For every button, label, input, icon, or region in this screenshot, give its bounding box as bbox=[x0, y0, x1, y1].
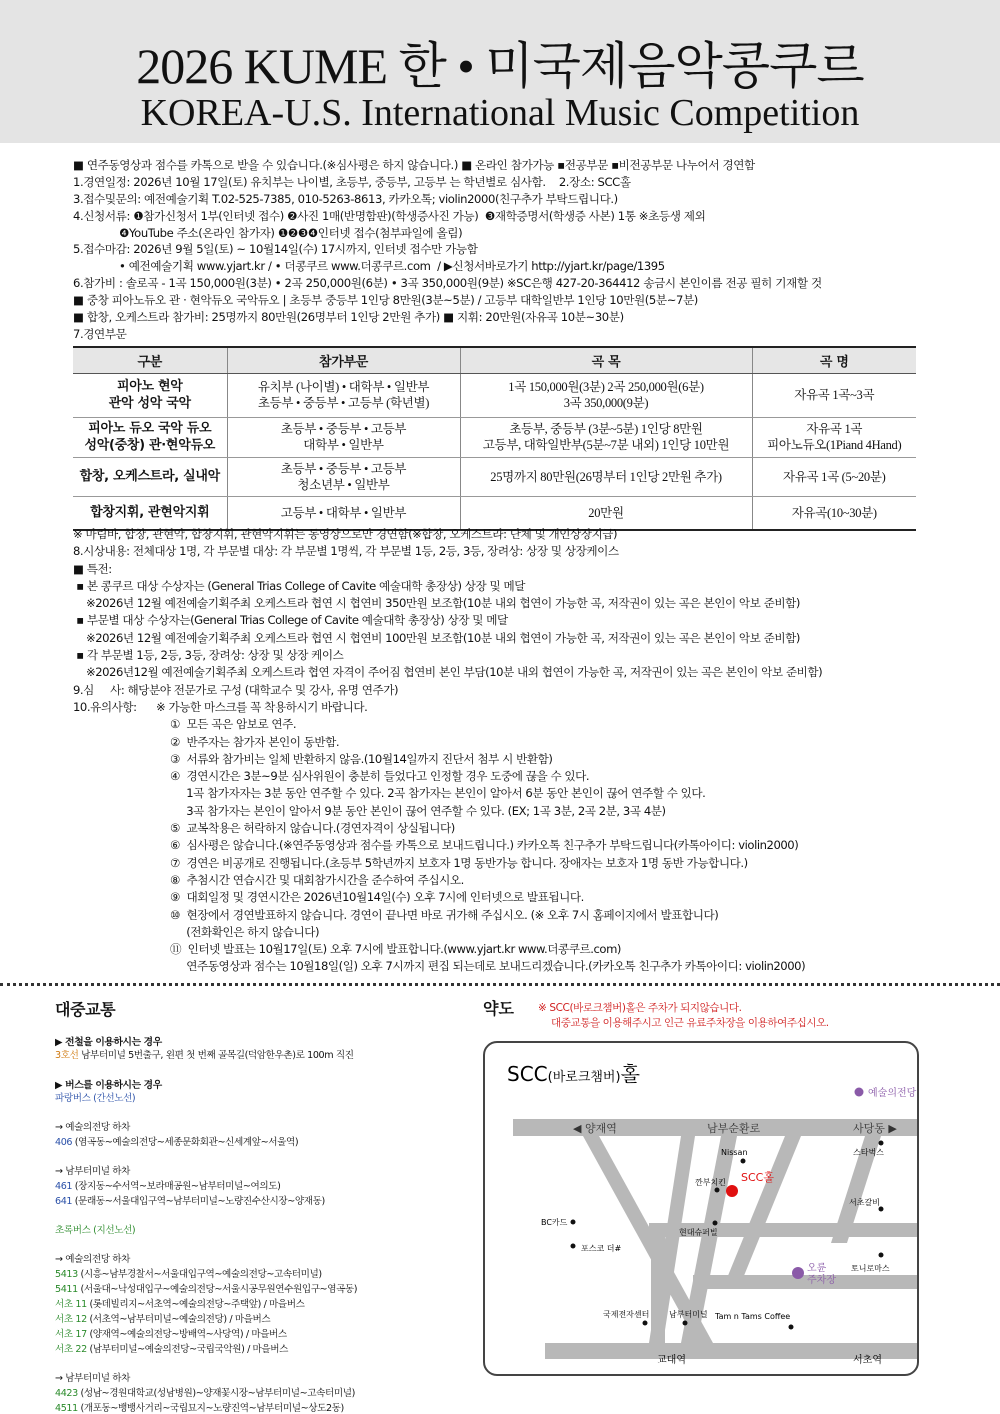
starbucks-dot bbox=[879, 1141, 884, 1146]
cell-line: 초등부 • 중등부 • 고등부 bbox=[280, 422, 407, 436]
blue-bus-heading: 파랑버스 (간선노선) bbox=[55, 1093, 136, 1104]
info-line: 7.경연부문 bbox=[73, 326, 127, 341]
tamntams-label: Tam n Tams Coffee bbox=[715, 1312, 791, 1321]
note-line: 8.시상내용: 전체대상 1명, 각 부문별 대상: 각 부문별 1명씩, 각 부문별 1등, 2등, 3등, 장려상: 상장 및 상장케이스 bbox=[73, 544, 619, 559]
info-line: ■ 중창 피아노듀오 관 · 현악듀오 국악듀오 | 초등부 중등부 1인당 8만원(3분~5분) / 고등부 대학일반부 1인당 10만원(5분~7분) bbox=[73, 293, 698, 308]
cell-line: 고등부 • 대학부 • 일반부 bbox=[280, 505, 407, 520]
cell-line: 3곡 350,000(9분) bbox=[563, 396, 649, 410]
road-label-yangjae: ◀ 양재역 bbox=[573, 1122, 617, 1135]
route-item bbox=[55, 1342, 475, 1357]
kukje-label: 국제전자센터 bbox=[603, 1310, 650, 1319]
info-line: ■ 합창, 오케스트라 참가비: 25명까지 80만원(26명부터 1인당 2만원 추가) ■ 지휘: 20만원(자유곡 10분~30분) bbox=[73, 310, 624, 325]
cell-line: 자유곡 1곡 bbox=[806, 422, 863, 436]
arts-center-dot bbox=[855, 1088, 864, 1097]
col-category: 구분 bbox=[73, 347, 227, 373]
note-line: ⑧ 추첨시간 연습시간 및 대회참가시간을 준수하여 주십시오. bbox=[73, 872, 464, 887]
location-map bbox=[485, 1043, 919, 1376]
cell-line: 고등부, 대학일반부(5분~7분 내외) 1인당 10만원 bbox=[482, 438, 730, 452]
kkanbu-label: 깐부치킨 bbox=[695, 1178, 726, 1187]
route-number: 641 bbox=[55, 1196, 73, 1207]
note-line: ⑨ 대회일정 및 경연시간은 2026년10월14일(수) 오후 7시에 인터넷으로 발표됩니다. bbox=[73, 890, 584, 905]
col-division: 참가부문 bbox=[227, 347, 460, 373]
cell-line: 25명까지 80만원(26명부터 1인당 2만원 추가) bbox=[490, 469, 722, 484]
route-path: (성남~경원대학교(성남병원)~양재꽃시장~남부터미널~고속터미널) bbox=[77, 1388, 355, 1399]
info-line: 1.경연일정: 2026년 10월 17일(토) 유치부는 나이별, 초등부, 중등부, 고등부 는 학년별로 심사함. 2.장소: SCC홀 bbox=[73, 174, 631, 189]
map-title: 약도 bbox=[483, 999, 514, 1018]
green-terminal-stop-heading: → 남부터미널 하차 bbox=[55, 1373, 131, 1384]
page-title: 2026 KUME 한 • 미국제음악콩쿠르 bbox=[136, 38, 864, 94]
nambu-terminal-label: 남부터미널 bbox=[669, 1310, 708, 1319]
cell-cat bbox=[73, 373, 227, 417]
cell-pieces bbox=[460, 457, 752, 496]
table-row bbox=[73, 496, 916, 530]
nambu-terminal-dot bbox=[683, 1321, 688, 1326]
map-section bbox=[483, 996, 923, 1366]
info-line: ■ 연주동영상과 점수를 카톡으로 받을 수 있습니다.(※심사평은 하지 않습니다.) ■ 온라인 참가가능 ▪전공부문 ▪비전공부문 나누어서 경연함 bbox=[73, 158, 755, 172]
route-item bbox=[55, 1297, 475, 1312]
note-line: ⑥ 심사평은 않습니다.(※연주동영상과 점수를 카톡으로 보내드립니다.) 카카오톡 친구추가 부탁드립니다(카톡아이디: violin2000) bbox=[73, 838, 799, 853]
arts-stop-heading: → 예술의전당 하차 bbox=[55, 1122, 131, 1133]
page-header bbox=[0, 0, 1000, 143]
parking-label: 오륜 bbox=[807, 1263, 827, 1274]
route-number: 461 bbox=[55, 1181, 73, 1192]
col-songs: 곡 명 bbox=[752, 347, 916, 373]
table-row bbox=[73, 457, 916, 496]
bc-card-label: BC카드 bbox=[541, 1218, 568, 1227]
route-path: (남부터미널~예술의전당~국립국악원) / 마을버스 bbox=[86, 1344, 289, 1355]
note-line: ⑪ 인터넷 발표는 10월17일(토) 오후 7시에 발표합니다.(www.yjart.kr www.더콩쿠르.com) bbox=[73, 942, 621, 957]
note-line: (전화확인은 하지 않습니다) bbox=[73, 924, 320, 939]
map-box bbox=[483, 1041, 919, 1376]
section-divider bbox=[0, 983, 1000, 986]
posco-dot bbox=[571, 1244, 576, 1249]
station-seocho: 서초역 bbox=[853, 1355, 882, 1366]
info-line: 4.신청서류: ❶참가신청서 1부(인터넷 접수) ❷사진 1매(반명함판)(학생증사진 가능) ❸재학증명서(학생증 사본) 1통 ※초등생 제외 bbox=[73, 208, 706, 223]
nissan-dot bbox=[741, 1159, 746, 1164]
note-line: 9.심 사: 해당분야 전문가로 구성 (대학교수 및 강사, 유명 연주가) bbox=[73, 682, 399, 697]
cell-div bbox=[227, 373, 460, 417]
map-venue-title: SCC(바로크챔버)홀 bbox=[507, 1062, 640, 1086]
note-line: 3곡 참가자는 본인이 알아서 9분 동안 본인이 끊어 연주할 수 있다. (EX; 1곡 3분, 2곡 2분, 3곡 4분) bbox=[73, 803, 666, 818]
nissan-label: Nissan bbox=[721, 1148, 748, 1157]
kkanbu-dot bbox=[715, 1188, 720, 1193]
note-line: ※2026년 12월 예전예술기획주최 오케스트라 협연 시 협연비 100만원 보조함(10분 내외 협연이 가능한 곡, 저작권이 있는 곡은 본인이 악보 준비함) bbox=[73, 630, 800, 645]
info-line: 3.접수및문의: 예전예술기획 T.02-525-7385, 010-5263-8613, 카카오톡; violin2000(친구추가 부탁드립니다.) bbox=[73, 191, 618, 206]
note-line: ① 모든 곡은 암보로 연주. bbox=[73, 717, 297, 732]
cell-line: 피아노 현악 bbox=[116, 379, 183, 394]
note-line: ※2026년12월 예전예술기획주최 오케스트라 협연 자격이 주어짐 협연비 본인 부담(10분 내외 협연이 가능한 곡, 저작권이 있는 곡은 본인이 악보 준비함) bbox=[73, 665, 823, 680]
cell-line: 자유곡(10~30분) bbox=[791, 505, 877, 520]
note-line: 1곡 참가자자는 3분 동안 연주할 수 있다. 2곡 참가자는 본인이 알아서 6분 동안 본인이 끊어 연주할 수 있다. bbox=[73, 786, 706, 801]
info-line: • 예전예술기획 www.yjart.kr / • 더콩쿠르 www.더콩쿠르.com / ▶신청서바로가기 http://yjart.kr/page/1395 bbox=[73, 259, 665, 274]
road-label-sadang: 사당동 ▶ bbox=[853, 1122, 897, 1135]
blue-arts-routes bbox=[55, 1135, 475, 1150]
cell-line: 유치부 (나이별) • 대학부 • 일반부 bbox=[257, 380, 430, 394]
station-gyodae: 교대역 bbox=[657, 1355, 686, 1366]
parking-marker bbox=[792, 1267, 804, 1279]
competition-info bbox=[73, 157, 933, 343]
cell-line: 관악 성악 국악 bbox=[108, 396, 191, 411]
map-note bbox=[538, 1001, 829, 1031]
route-item bbox=[55, 1267, 475, 1282]
route-item bbox=[55, 1194, 475, 1209]
note-line: ▪ 부문별 대상 수상자는(General Trias College of Cavite 예술대학 총장상) 상장 및 메달 bbox=[73, 613, 508, 628]
route-number: 4511 bbox=[55, 1403, 78, 1414]
route-path: (장지동~수서역~보라매공원~남부터미널~여의도) bbox=[72, 1181, 281, 1192]
cell-line: 초등부 • 중등부 • 고등부 (학년별) bbox=[257, 396, 430, 410]
cell-div bbox=[227, 496, 460, 530]
arts-center-label: 예술의전당 bbox=[868, 1088, 917, 1099]
road-vertical bbox=[651, 1237, 665, 1359]
table-row bbox=[73, 373, 916, 417]
note-line: ▪ 본 콩쿠르 대상 수상자는 (General Trias College of Cavite 예술대학 총장상) 상장 및 메달 bbox=[73, 578, 526, 593]
road-horizontal-2 bbox=[693, 1275, 919, 1289]
note-line: ※ 마림바, 합창, 관현악, 합창지휘, 관현악지휘는 동영상으로만 경연함(※합창, 오케스트라: 단체 및 개인상장지급) bbox=[73, 527, 618, 541]
cell-line: 피아노듀오(1Piand 4Hand) bbox=[767, 438, 902, 452]
cell-line: 피아노 듀오 국악 듀오 bbox=[88, 421, 212, 436]
posco-label: 포스코 더# bbox=[581, 1244, 622, 1253]
route-item bbox=[55, 1401, 475, 1414]
green-arts-routes bbox=[55, 1267, 475, 1357]
route-path: (롯데빌리지~서초역~예술의전당~주택앞) / 마을버스 bbox=[86, 1299, 305, 1310]
note-line: ⑦ 경연은 비공개로 진행됩니다.(초등부 5학년까지 보호자 1명 동반가능 합니다. 장애자는 보호자 1명 동반 가능합니다.) bbox=[73, 855, 748, 870]
route-path: (개포동~뱅뱅사거리~국립묘지~노량진역~남부터미널~상도2동) bbox=[77, 1403, 344, 1414]
hyundai-label: 현대슈퍼빌 bbox=[679, 1228, 718, 1237]
parking-label-2: 주차장 bbox=[807, 1275, 836, 1286]
route-number: 서초 22 bbox=[55, 1344, 87, 1355]
info-line: 6.참가비 : 솔로곡 - 1곡 150,000원(3분) • 2곡 250,000원(6분) • 3곡 350,000원(9분) ※SC은행 427-20-364412 송금시 본인이름 전공 필히 기재할 것 bbox=[73, 276, 822, 291]
road-label-nambu: 남부순환로 bbox=[707, 1122, 761, 1135]
competition-notes bbox=[73, 526, 973, 976]
transport-title: 대중교통 bbox=[55, 1000, 116, 1019]
cell-line: 청소년부 • 일반부 bbox=[297, 477, 390, 492]
subway-directions: 남부터미널 5번출구, 왼편 첫 번째 골목길(덕암한우촌)로 100m 직진 bbox=[78, 1050, 354, 1061]
route-item bbox=[55, 1135, 475, 1150]
galbi-label: 서초갈비 bbox=[849, 1198, 880, 1207]
cell-line: 초등부, 중등부 (3분~5분) 1인당 8만원 bbox=[509, 422, 703, 436]
note-line: ④ 경연시간은 3분~9분 심사위원이 충분히 들었다고 인정할 경우 도중에 끊을 수 있다. bbox=[73, 769, 590, 784]
scc-hall-label: SCC홀 bbox=[741, 1171, 774, 1184]
scc-hall-marker bbox=[726, 1185, 738, 1197]
route-path: (양재역~예술의전당~방배역~사당역) / 마을버스 bbox=[86, 1329, 287, 1340]
note-line: ⑩ 현장에서 경연발표하지 않습니다. 경연이 끝나면 바로 귀가해 주십시오. (※ 오후 7시 홈페이지에서 발표합니다) bbox=[73, 907, 719, 922]
bus-heading: ▶ 버스를 이용하시는 경우 bbox=[55, 1080, 162, 1091]
tony-label: 토니로마스 bbox=[851, 1264, 890, 1273]
green-bus-heading: 초록버스 (지선노선) bbox=[55, 1225, 136, 1236]
galbi-dot bbox=[879, 1207, 884, 1212]
route-number: 5413 bbox=[55, 1269, 78, 1280]
route-number: 서초 11 bbox=[55, 1299, 87, 1310]
note-line: 10.유의사항: ※ 가능한 마스크를 꼭 착용하시기 바랍니다. bbox=[73, 699, 368, 714]
cell-line: 자유곡 1곡~3곡 bbox=[794, 388, 875, 402]
cell-div bbox=[227, 457, 460, 496]
green-terminal-routes bbox=[55, 1386, 475, 1414]
route-number: 406 bbox=[55, 1137, 73, 1148]
starbucks-label: 스타벅스 bbox=[853, 1148, 884, 1157]
route-number: 서초 17 bbox=[55, 1329, 87, 1340]
route-item bbox=[55, 1386, 475, 1401]
table-row bbox=[73, 417, 916, 457]
subway-info bbox=[55, 1048, 475, 1063]
route-number: 5411 bbox=[55, 1284, 78, 1295]
cell-songs bbox=[752, 373, 916, 417]
tony-dot bbox=[879, 1253, 884, 1258]
green-arts-stop-heading: → 예술의전당 하차 bbox=[55, 1254, 131, 1265]
cell-line: 자유곡 1곡 (5~20분) bbox=[782, 469, 886, 484]
cell-pieces bbox=[460, 373, 752, 417]
route-item bbox=[55, 1179, 475, 1194]
cell-cat bbox=[73, 417, 227, 457]
cell-songs bbox=[752, 496, 916, 530]
road-diagonal-4 bbox=[725, 1136, 801, 1283]
note-line: ② 반주자는 참가자 본인이 동반함. bbox=[73, 734, 340, 749]
bc-card-dot bbox=[571, 1220, 576, 1225]
cell-line: 합창지휘, 관현악지휘 bbox=[90, 505, 210, 521]
cell-line: 20만원 bbox=[588, 505, 624, 520]
blue-terminal-routes bbox=[55, 1179, 475, 1209]
transport-section bbox=[55, 997, 475, 1414]
cell-line: 대학부 • 일반부 bbox=[303, 438, 384, 452]
cell-pieces bbox=[460, 496, 752, 530]
subway-line: 3호선 bbox=[55, 1050, 79, 1061]
cell-line: 1곡 150,000원(3분) 2곡 250,000원(6분) bbox=[508, 380, 704, 394]
route-path: (염곡동~예술의전당~세종문화회관~신세계앞~서울역) bbox=[72, 1137, 299, 1148]
route-path: (시흥~남부경찰서~서울대입구역~예술의전당~고속터미널) bbox=[77, 1269, 322, 1280]
page-subtitle: KOREA-U.S. International Music Competition bbox=[140, 92, 860, 134]
subway-heading: ▶ 전철을 이용하시는 경우 bbox=[55, 1037, 162, 1048]
route-path: (문래동~서울대입구역~남부터미널~노량진수산시장~양재동) bbox=[72, 1196, 325, 1207]
cell-cat bbox=[73, 457, 227, 496]
info-line: ❹YouTube 주소(온라인 참가자) ❶❷❸❹인터넷 접수(첨부파일에 올림) bbox=[73, 225, 463, 240]
cell-pieces bbox=[460, 417, 752, 457]
cell-line: 초등부 • 중등부 • 고등부 bbox=[280, 461, 407, 476]
kukje-dot bbox=[643, 1321, 648, 1326]
terminal-stop-heading: → 남부터미널 하차 bbox=[55, 1166, 131, 1177]
col-pieces: 곡 목 bbox=[460, 347, 752, 373]
note-line: ⑤ 교복착용은 허락하지 않습니다.(경연자격이 상실됩니다) bbox=[73, 821, 455, 836]
cell-cat bbox=[73, 496, 227, 530]
map-note-transit: 대중교통을 이용해주시고 인근 유료주차장을 이용하여주십시오. bbox=[551, 1017, 829, 1029]
route-number: 서초 12 bbox=[55, 1314, 87, 1325]
cell-line: 성악(중창) 관·현악듀오 bbox=[84, 438, 215, 453]
route-number: 4423 bbox=[55, 1388, 78, 1399]
cell-line: 합창, 오케스트라, 실내악 bbox=[79, 469, 220, 484]
note-line: 연주동영상과 점수는 10월18일(일) 오후 7시까지 편집 되는데로 보내드리겠습니다.(카카오톡 친구추가 카톡아이디: violin2000) bbox=[73, 959, 806, 974]
cell-div bbox=[227, 417, 460, 457]
route-item bbox=[55, 1312, 475, 1327]
map-note-parking: ※ SCC(바로크챔버)홀은 주차가 되지않습니다. bbox=[538, 1002, 742, 1014]
route-item bbox=[55, 1282, 475, 1297]
route-path: (서초역~남부터미널~예술의전당) / 마을버스 bbox=[86, 1314, 271, 1325]
note-line: ■ 특전: bbox=[73, 561, 112, 576]
note-line: ※2026년 12월 예전예술기획주최 오케스트라 협연 시 협연비 350만원 보조함(10분 내외 협연이 가능한 곡, 저작권이 있는 곡은 본인이 악보 준비함) bbox=[73, 596, 800, 611]
route-path: (서울대~낙성대입구~예술의전당~서울시공무원연수원입구~염곡동) bbox=[77, 1284, 358, 1295]
info-line: 5.접수마감: 2026년 9월 5일(토) ~ 10월14일(수) 17시까지, 인터넷 접수만 가능함 bbox=[73, 242, 478, 257]
note-line: ③ 서류와 참가비는 일체 반환하지 않음.(10월14일까지 진단서 첨부 시 반환함) bbox=[73, 751, 553, 766]
competition-table bbox=[73, 346, 916, 531]
note-line: ▪ 각 부문별 1등, 2등, 3등, 장려상: 상장 및 상장 케이스 bbox=[73, 648, 344, 663]
cell-songs bbox=[752, 457, 916, 496]
route-item bbox=[55, 1327, 475, 1342]
tamntams-dot bbox=[789, 1325, 794, 1330]
cell-songs bbox=[752, 417, 916, 457]
hyundai-dot bbox=[713, 1221, 718, 1226]
